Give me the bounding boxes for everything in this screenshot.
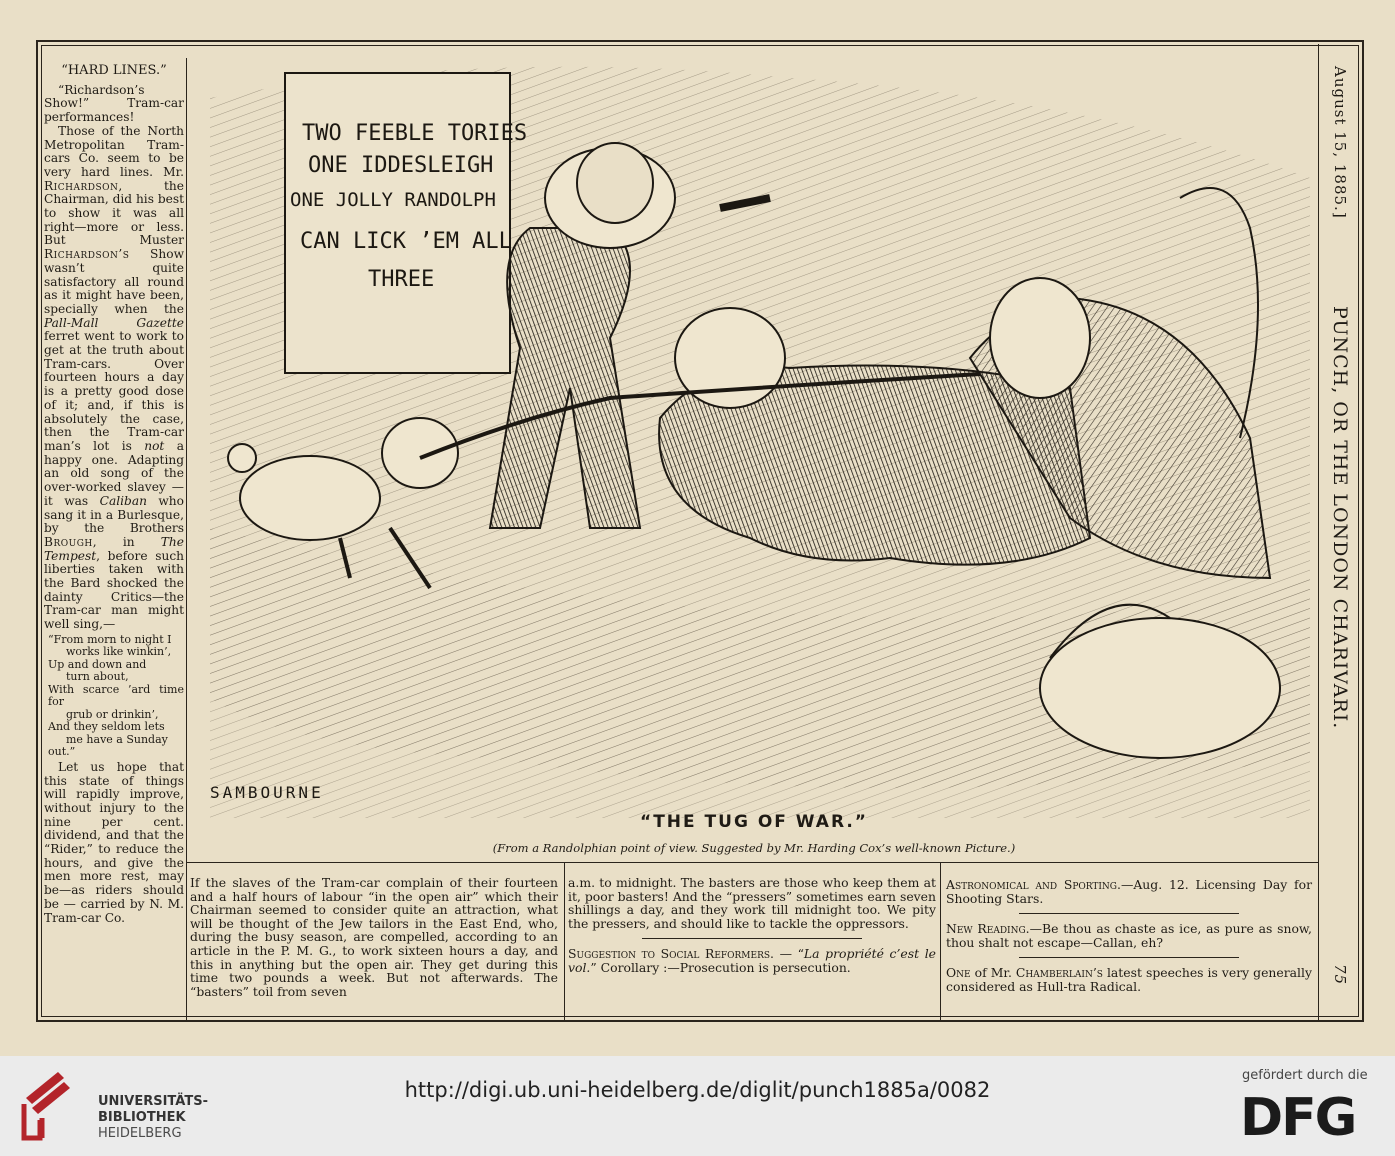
artist-signature: SAMBOURNE	[210, 783, 324, 802]
article-paragraph: New Reading.—Be thou as chaste as ice, as pure as snow, thou shalt not escape—Callan, eh?	[946, 921, 1312, 950]
article-paragraph: Suggestion to Social Reformers. — “La propriété c’est le vol.” Corollary :—Prosecution is persecution.	[568, 946, 936, 975]
article-paragraph: “Richardson’s Show!” Tram-car performances!	[44, 82, 184, 125]
dfg-logo[interactable]	[1220, 1068, 1380, 1148]
column-rule	[564, 862, 565, 1020]
separator	[1019, 913, 1239, 914]
column-rule	[186, 58, 187, 1020]
left-column-article	[44, 64, 184, 925]
column-rule	[940, 862, 941, 1020]
song-verse: “From morn to night I works like winkin’, Up and down and turn about, With scarce ’ard time for grub or drinkin’, And they seldom lets me have a Sunday out.”	[48, 632, 184, 759]
article-paragraph: Astronomical and Sporting.—Aug. 12. Licensing Day for Shooting Stars.	[946, 877, 1312, 906]
placard-line: CAN LICK ’EM ALL	[300, 229, 512, 254]
funded-by-label: gefördert durch die	[1242, 1068, 1368, 1083]
viewer-footer	[0, 1056, 1395, 1156]
dfg-wordmark: DFG	[1240, 1088, 1356, 1148]
article-paragraph: One of Mr. Chamberlain’s latest speeches is very generally considered as Hull-tra Radical.	[946, 965, 1312, 994]
article-paragraph: Let us hope that this state of things will rapidly improve, without injury to the nine per cent. dividend, and that the “Rider,” to reduce the hours, and give the men more rest, may be—as riders should be — carried by N. M. Tram-car Co.	[44, 759, 184, 925]
article-paragraph: If the slaves of the Tram-car complain of their fourteen and a half hours of labour “in the open air” which their Chairman seemed to consider quite an attraction, what will be thought of the Jew tailors in the East End, who, during the busy season, are compelled, according to an article in the P. M. G., to work sixteen hours a day, and this in anything but the open air. They get during this time two pounds a week. But not afterwards. The “basters” toil from seven	[190, 875, 558, 999]
cartoon-title: “THE TUG OF WAR.”	[640, 812, 868, 832]
article-column-2	[190, 876, 558, 998]
section-rule	[186, 862, 1318, 863]
placard-line: ONE JOLLY RANDOLPH	[290, 189, 496, 211]
library-name: UNIVERSITÄTS- BIBLIOTHEK HEIDELBERG	[98, 1094, 208, 1141]
article-column-4	[946, 878, 1312, 994]
article-paragraph: a.m. to midnight. The basters are those who keep them at it, poor basters! And the “pressers” sometimes earn seven shillings a day, and they work till midnight too. We pity the pressers, and should like to tackle the oppressors.	[568, 875, 936, 931]
library-logo[interactable]	[18, 1068, 208, 1142]
article-paragraph: Those of the North Metropolitan Tram-cars Co. seem to be very hard lines. Mr. Richardson, the Chairman, did his best to show it was all right—more or less. But Muster Richardson’s Show wasn’t quite satisfactory all round as it might have been, specially when the Pall-Mall Gazette ferret went to work to get at the truth about Tram-cars. Over fourteen hours a day is a pretty good dose of it; and, if this is absolutely the case, then the Tram-car man’s lot is not a happy one. Adapting an old song of the over-worked slavey — it was Caliban who sang it in a Burlesque, by the Brothers Brough, in The Tempest, before such liberties taken with the Bard shocked the dainty Critics—the Tram-car man might well sing,—	[44, 123, 185, 632]
page-number: 75	[1331, 964, 1349, 986]
placard-line: TWO FEEBLE TORIES	[302, 121, 528, 146]
placard-line: ONE IDDESLEIGH	[308, 153, 494, 178]
placard	[285, 73, 527, 373]
side-running-header	[1318, 58, 1364, 1028]
separator	[642, 938, 863, 939]
cartoon-illustration	[190, 58, 1318, 820]
article-headline: “HARD LINES.”	[61, 63, 167, 78]
separator	[1019, 957, 1239, 958]
masthead: PUNCH, OR THE LONDON CHARIVARI.	[1329, 306, 1351, 730]
issue-date: August 15, 1885.]	[1331, 66, 1349, 219]
article-column-3	[568, 876, 936, 975]
permalink-url[interactable]: http://digi.ub.uni-heidelberg.de/diglit/punch1885a/0082	[404, 1078, 991, 1102]
library-logo-icon	[18, 1068, 78, 1142]
cartoon-subtitle: (From a Randolphian point of view. Suggested by Mr. Harding Cox’s well-known Picture.)	[492, 841, 1016, 855]
placard-line: THREE	[368, 267, 435, 292]
